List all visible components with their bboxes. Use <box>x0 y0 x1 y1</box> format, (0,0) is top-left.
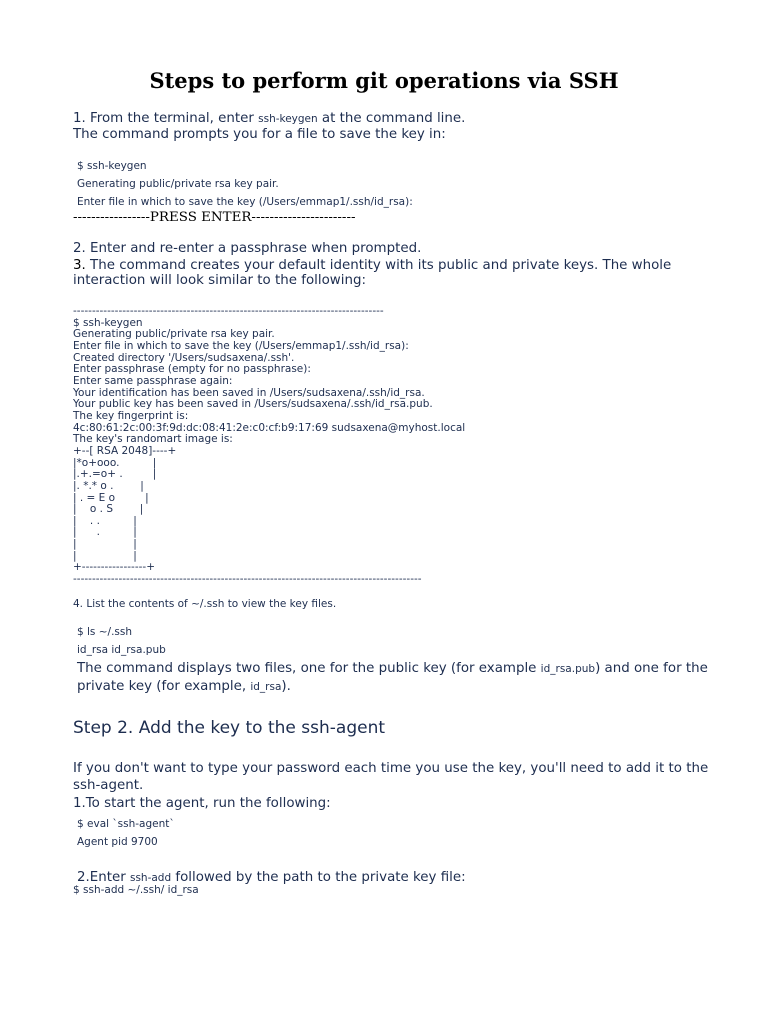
interaction-line: Enter passphrase (empty for no passphrase): <box>73 363 311 376</box>
interaction-line: $ ssh-keygen <box>73 316 143 329</box>
interaction-line: | . | <box>73 526 137 539</box>
code-line: $ ssh-keygen <box>77 160 147 172</box>
agent-start-line: 1.To start the agent, run the following: <box>73 796 331 811</box>
press-enter-line: -----------------PRESS ENTER----------------------- <box>73 210 356 225</box>
code-line: Enter file in which to save the key (/Users/emmap1/.ssh/id_rsa): <box>77 196 413 208</box>
interaction-line: Enter file in which to save the key (/Users/emmap1/.ssh/id_rsa): <box>73 339 409 352</box>
interaction-line: +-----------------+ <box>73 561 156 574</box>
interaction-line: ---------------------------------------------------------------------------------- <box>73 305 384 317</box>
interaction-line: | o . S | <box>73 503 144 516</box>
desc-text: ). <box>281 679 291 694</box>
interaction-line: Enter same passphrase again: <box>73 374 233 387</box>
inline-code: ssh-keygen <box>258 113 318 125</box>
enter-text-end: followed by the path to the private key file: <box>171 870 466 885</box>
interaction-line: Your identification has been saved in /Users/sudsaxena/.ssh/id_rsa. <box>73 386 425 399</box>
step3-number: 3. <box>73 258 86 273</box>
interaction-line: Your public key has been saved in /Users/sudsaxena/.ssh/id_rsa.pub. <box>73 398 433 411</box>
interaction-line: -------------------------------------------------------------------------------------------- <box>73 573 422 586</box>
code-line: Generating public/private rsa key pair. <box>77 178 279 190</box>
inline-code: id_rsa <box>250 681 282 693</box>
inline-code: ssh-add <box>129 872 172 884</box>
step2-line: 2. Enter and re-enter a passphrase when prompted. <box>73 241 422 256</box>
step1-text-end: at the command line. <box>317 111 466 126</box>
step1-text: 1. From the terminal, enter <box>73 111 259 126</box>
interaction-line: |.+.=o+ . | <box>73 468 157 481</box>
interaction-line: | . . | <box>73 514 137 527</box>
step3-text: The command creates your default identity with its public and private keys. The whole interaction will look similar to the following: <box>73 258 672 288</box>
interaction-line: Generating public/private rsa key pair. <box>73 328 275 341</box>
interaction-line: 4c:80:61:2c:00:3f:9d:dc:08:41:2e:c0:cf:b9:17:69 sudsaxena@myhost.local <box>73 421 466 434</box>
interaction-line: +--[ RSA 2048]----+ <box>73 444 177 457</box>
interaction-line: |. *.* o . | <box>73 479 144 492</box>
step3-paragraph <box>73 258 713 288</box>
desc-text: The command displays two files, one for the public key (for example <box>77 661 541 676</box>
section-heading: Step 2. Add the key to the ssh-agent <box>73 718 386 738</box>
code-line: $ eval `ssh-agent` <box>77 818 175 830</box>
step1-prompt-line: The command prompts you for a file to save the key in: <box>73 127 446 142</box>
enter-text: 2.Enter <box>77 870 130 885</box>
interaction-line: The key fingerprint is: <box>73 409 189 422</box>
agent-intro: If you don't want to type your password each time you use the key, you'll need to add it to the ssh-agent. <box>73 761 709 793</box>
step4-description <box>77 660 717 696</box>
step1-line <box>73 111 465 127</box>
interaction-line: | | <box>73 549 137 562</box>
inline-code: id_rsa.pub <box>540 663 596 675</box>
page-title: Steps to perform git operations via SSH <box>149 68 619 93</box>
interaction-line: Created directory '/Users/sudsaxena/.ssh'. <box>73 351 295 364</box>
code-line: $ ssh-add ~/.ssh/ id_rsa <box>73 884 199 896</box>
interaction-line: | . = E o | <box>73 491 149 504</box>
interaction-line: | | <box>73 538 137 551</box>
desc-text: ) and one for the private key (for example, <box>77 661 708 694</box>
code-line: $ ls ~/.ssh <box>77 626 133 638</box>
interaction-line: The key's randomart image is: <box>73 433 233 446</box>
interaction-line: |*o+ooo. | <box>73 456 157 469</box>
interaction-log <box>73 306 465 586</box>
code-line: Agent pid 9700 <box>77 836 158 848</box>
code-line: id_rsa id_rsa.pub <box>77 644 166 656</box>
step4-line: 4. List the contents of ~/.ssh to view the key files. <box>73 598 337 610</box>
